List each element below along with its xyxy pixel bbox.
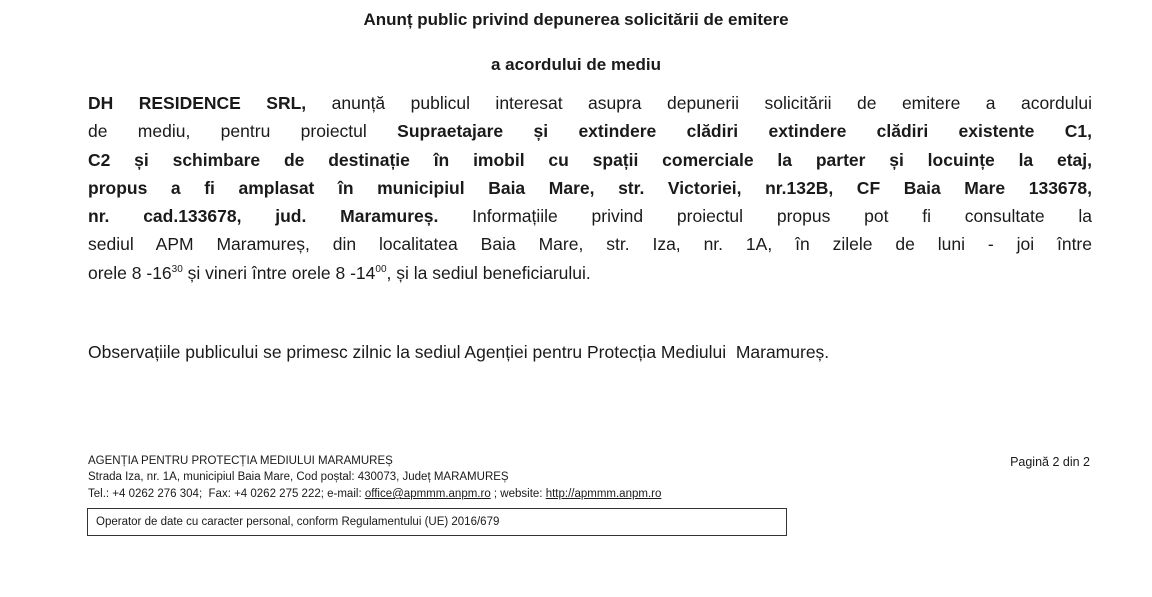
notice-paragraph <box>88 89 1092 287</box>
page-number: Pagină 2 din 2 <box>1010 455 1090 469</box>
notice-title-line-1: Anunț public privind depunerea solicitării de emitere <box>363 10 789 29</box>
superscript-text: 30 <box>171 263 183 275</box>
bold-text: C2 și schimbare de destinație în imobil cu spații comerciale la parter și locuințe la etaj, <box>88 149 1092 170</box>
paragraph-line <box>88 259 1092 287</box>
footer-contact <box>88 488 661 500</box>
body-text: sediul APM Maramureș, din localitatea Baia Mare, str. Iza, nr. 1A, în zilele de luni - joi între <box>88 234 1092 255</box>
bold-text: nr. cad.133678, jud. Maramureș. <box>88 206 439 227</box>
bold-text: Supraetajare și extindere clădiri extindere clădiri existente C1, <box>397 121 1092 142</box>
paragraph-line <box>88 230 1092 258</box>
paragraph-line <box>88 146 1092 174</box>
gdpr-notice-box: Operator de date cu caracter personal, conform Regulamentului (UE) 2016/679 <box>87 508 787 536</box>
footer-website-label: ; website: <box>490 488 546 500</box>
footer-email-link[interactable]: office@apmmm.anpm.ro <box>364 488 491 500</box>
paragraph-line <box>88 117 1092 145</box>
observations-text: Observațiile publicului se primesc zilnic la sediul Agenției pentru Protecția Mediului Maramureș. <box>88 342 830 362</box>
paragraph-line <box>88 89 1092 117</box>
footer-agency: AGENȚIA PENTRU PROTECȚIA MEDIULUI MARAMUREȘ <box>88 455 393 467</box>
body-text: și vineri între orele 8 -14 <box>182 262 376 283</box>
paragraph-line <box>88 174 1092 202</box>
body-text: de mediu, pentru proiectul <box>88 121 398 142</box>
body-text: anunță publicul interesat asupra depunerii solicitării de emitere a acordului <box>306 93 1092 113</box>
footer-address: Strada Iza, nr. 1A, municipiul Baia Mare, Cod poștal: 430073, Județ MARAMUREȘ <box>88 471 509 483</box>
body-text: Informațiile privind proiectul propus pot fi consultate la <box>438 206 1092 227</box>
bold-text: propus a fi amplasat în municipiul Baia Mare, str. Victoriei, nr.132B, CF Baia Mare 133678, <box>88 177 1092 198</box>
footer-contact-phone-fax: Tel.: +4 0262 276 304; Fax: +4 0262 275 222; e-mail: <box>88 488 365 500</box>
footer-website-link[interactable]: http://apmmm.anpm.ro <box>545 488 662 500</box>
paragraph-line <box>88 202 1092 230</box>
body-text: orele 8 -16 <box>88 262 172 283</box>
body-text: , și la sediul beneficiarului. <box>386 262 591 283</box>
superscript-text: 00 <box>375 263 387 275</box>
notice-title-line-2: a acordului de mediu <box>490 55 662 74</box>
bold-text: DH RESIDENCE SRL, <box>88 93 307 113</box>
